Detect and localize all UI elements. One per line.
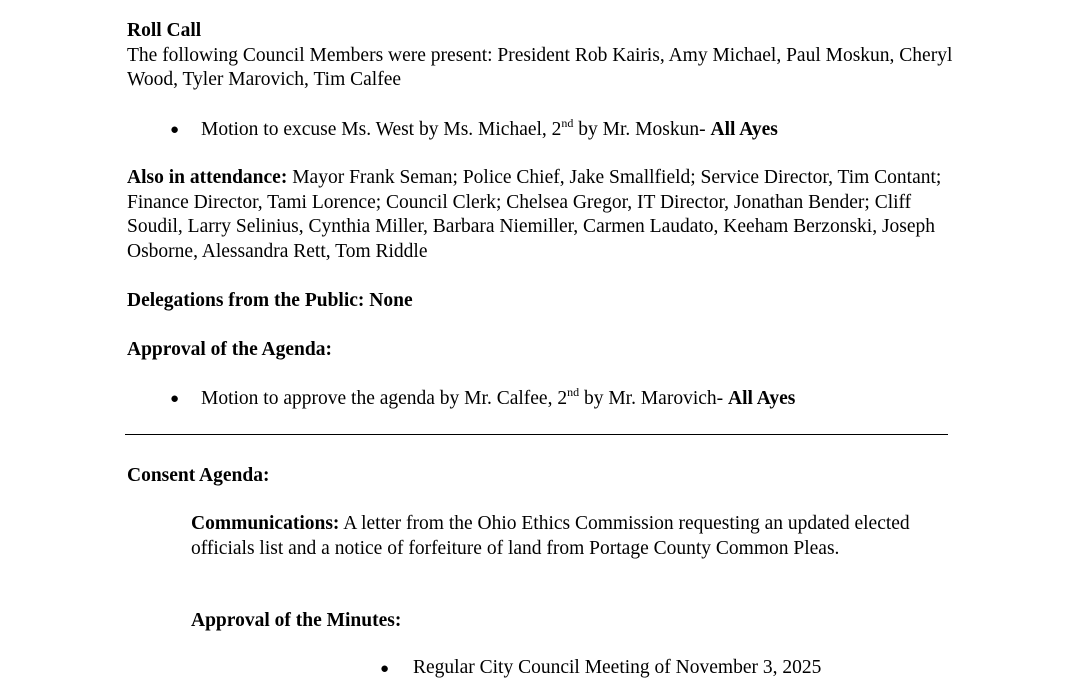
motion-excuse-item bbox=[127, 115, 957, 143]
roll-call-text: The following Council Members were present: President Rob Kairis, Amy Michael, Paul Moskun, Cheryl Wood, Tyler Marovich, Tim Calfee bbox=[127, 44, 953, 90]
motion-agenda-text-after: by Mr. Marovich- bbox=[579, 388, 729, 409]
consent-agenda-section bbox=[127, 464, 967, 489]
delegations-label: Delegations from the Public: None bbox=[127, 290, 413, 311]
roll-call-heading: Roll Call bbox=[127, 20, 202, 41]
approval-minutes-heading: Approval of the Minutes: bbox=[191, 610, 402, 631]
attendance-section bbox=[127, 166, 957, 264]
motion-agenda-result: All Ayes bbox=[728, 388, 796, 409]
bullet-icon: ● bbox=[170, 122, 180, 138]
motion-agenda-text: Motion to approve the agenda by Mr. Calfee, 2 bbox=[201, 388, 568, 409]
roll-call-section bbox=[127, 19, 967, 93]
motion-excuse-text-after: by Mr. Moskun- bbox=[573, 119, 711, 140]
approval-minutes-section bbox=[191, 609, 926, 634]
communications-label: Communications: bbox=[191, 513, 340, 534]
approval-agenda-section bbox=[127, 338, 967, 363]
ordinal-suffix: nd bbox=[567, 384, 580, 399]
communications-text: A letter from the Ohio Ethics Commission requesting an updated elected officials list and a notice of forfeiture of land from Portage County Common Pleas. bbox=[191, 513, 910, 559]
bullet-icon: ● bbox=[170, 391, 180, 407]
motion-agenda-item bbox=[127, 384, 957, 412]
section-divider bbox=[125, 434, 948, 435]
bullet-icon: ● bbox=[380, 661, 390, 677]
ordinal-suffix: nd bbox=[561, 115, 574, 130]
attendance-text: Mayor Frank Seman; Police Chief, Jake Smallfield; Service Director, Tim Contant; Finance Director, Tami Lorence; Council Clerk; Chelsea Gregor, IT Director, Jonathan Bender; Cliff Soudil, Larry Selinius, Cynthia Miller, Barbara Niemiller, Carmen Laudato, Keeham Berzonski, Joseph Osborne, Alessandra Rett, Tom Riddle bbox=[127, 167, 942, 262]
minutes-item-text: Regular City Council Meeting of November 3, 2025 bbox=[413, 657, 822, 678]
motion-excuse-result: All Ayes bbox=[710, 119, 778, 140]
approval-agenda-heading: Approval of the Agenda: bbox=[127, 339, 332, 360]
motion-excuse-text: Motion to excuse Ms. West by Ms. Michael, 2 bbox=[201, 119, 562, 140]
consent-agenda-heading: Consent Agenda: bbox=[127, 465, 270, 486]
delegations-section bbox=[127, 289, 967, 314]
communications-section bbox=[191, 512, 921, 561]
attendance-label: Also in attendance: bbox=[127, 167, 288, 188]
